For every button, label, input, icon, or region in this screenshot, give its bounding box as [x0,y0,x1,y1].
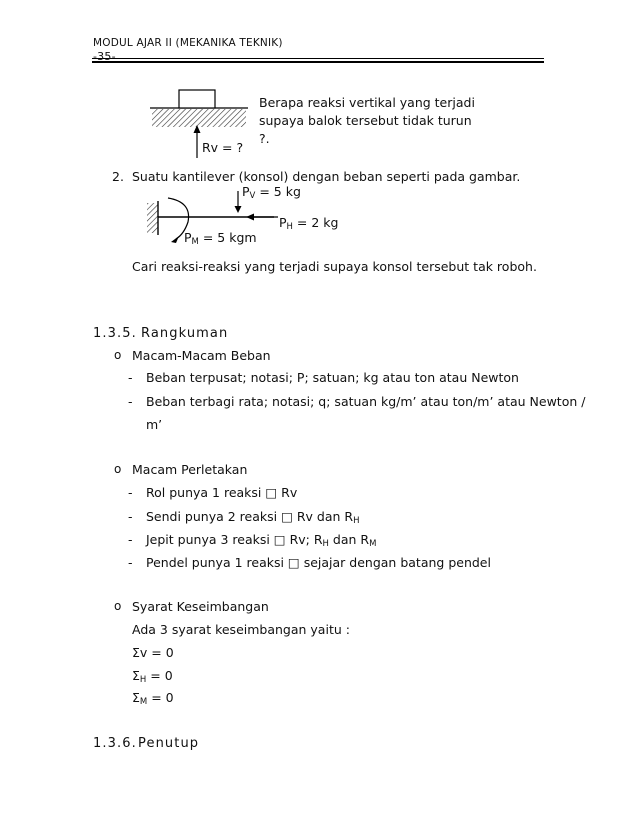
dash-marker: - [128,485,133,500]
wall-hatch [147,203,158,233]
group2-title: Macam Perletakan [132,462,248,477]
sigma: Σ [132,668,140,683]
dash-marker: - [128,555,133,570]
pv-label [242,184,301,201]
rv-label: Rv = ? [202,140,244,155]
item2-question: Cari reaksi-reaksi yang terjadi supaya konsol tersebut tak roboh. [132,259,537,274]
group2-item-4: Pendel punya 1 reaksi □ sejajar dengan batang pendel [146,555,491,570]
ground-hatch [152,109,246,127]
dash-marker: - [128,532,133,547]
item2-text: Suatu kantilever (konsol) dengan beban seperti pada gambar. [132,169,521,184]
ph-label [279,215,338,232]
group3-title: Syarat Keseimbangan [132,599,269,614]
item3-sub-2: M [369,539,377,549]
sigma: Σ [132,690,140,705]
section-135-number: 1.3.5. [93,326,137,341]
ph-sub: H [286,222,293,232]
bullet-circle: o [114,599,122,613]
pm-label [184,230,257,247]
bullet-circle: o [114,462,122,476]
header-title: MODUL AJAR II (MEKANIKA TEKNIK) [93,37,283,49]
section-136-number: 1.3.6. [93,736,137,751]
dash-marker: - [128,370,133,385]
pv-sub: V [249,191,256,201]
equation-h [132,668,173,685]
ph-arrow-head [246,214,254,221]
group2-item-1: Rol punya 1 reaksi □ Rv [146,485,298,500]
group2-item-3 [146,532,376,549]
pm-main: P [184,230,192,245]
eq2-sub: H [139,675,147,685]
pv-main: P [242,184,250,199]
item2-number: 2. [112,169,124,184]
group1-item-2-continuation: m’ [146,417,163,432]
bullet-circle: o [114,348,122,362]
ph-main: P [279,215,287,230]
ph-value: = 2 kg [292,215,339,230]
section-136-title: Penutup [138,736,200,751]
moment-arrow-head [171,236,179,243]
question-line-1: Berapa reaksi vertikal yang terjadi [259,95,475,110]
question-line-3: ?. [259,131,270,146]
pv-value: = 5 kg [255,184,301,199]
equation-v: Σv = 0 [132,645,174,660]
item3-mid: dan R [328,532,370,547]
group2-item-2 [146,509,360,526]
eq3-rhs: = 0 [147,690,174,705]
item2-text: Sendi punya 2 reaksi □ Rv dan R [146,509,354,524]
block-rect [179,90,215,108]
page-number: -35- [93,50,116,63]
group1-item-1: Beban terpusat; notasi; P; satuan; kg atau ton atau Newton [146,370,519,385]
dash-marker: - [128,394,133,409]
eq2-rhs: = 0 [146,668,173,683]
group1-item-2: Beban terbagi rata; notasi; q; satuan kg/m’ atau ton/m’ atau Newton / [146,394,586,409]
group3-intro: Ada 3 syarat keseimbangan yaitu : [132,622,350,637]
item3-sub-1: H [322,539,329,549]
question-line-2: supaya balok tersebut tidak turun [259,113,472,128]
item2-sub: H [353,516,360,526]
pm-sub: M [191,237,199,247]
item3-text: Jepit punya 3 reaksi □ Rv; R [146,532,323,547]
section-135-title: Rangkuman [141,326,229,341]
dash-marker: - [128,509,133,524]
equation-m [132,690,174,707]
group1-title: Macam-Macam Beban [132,348,271,363]
eq3-sub: M [139,697,148,707]
pm-value: = 5 kgm [198,230,257,245]
pv-arrow-head [235,206,242,213]
